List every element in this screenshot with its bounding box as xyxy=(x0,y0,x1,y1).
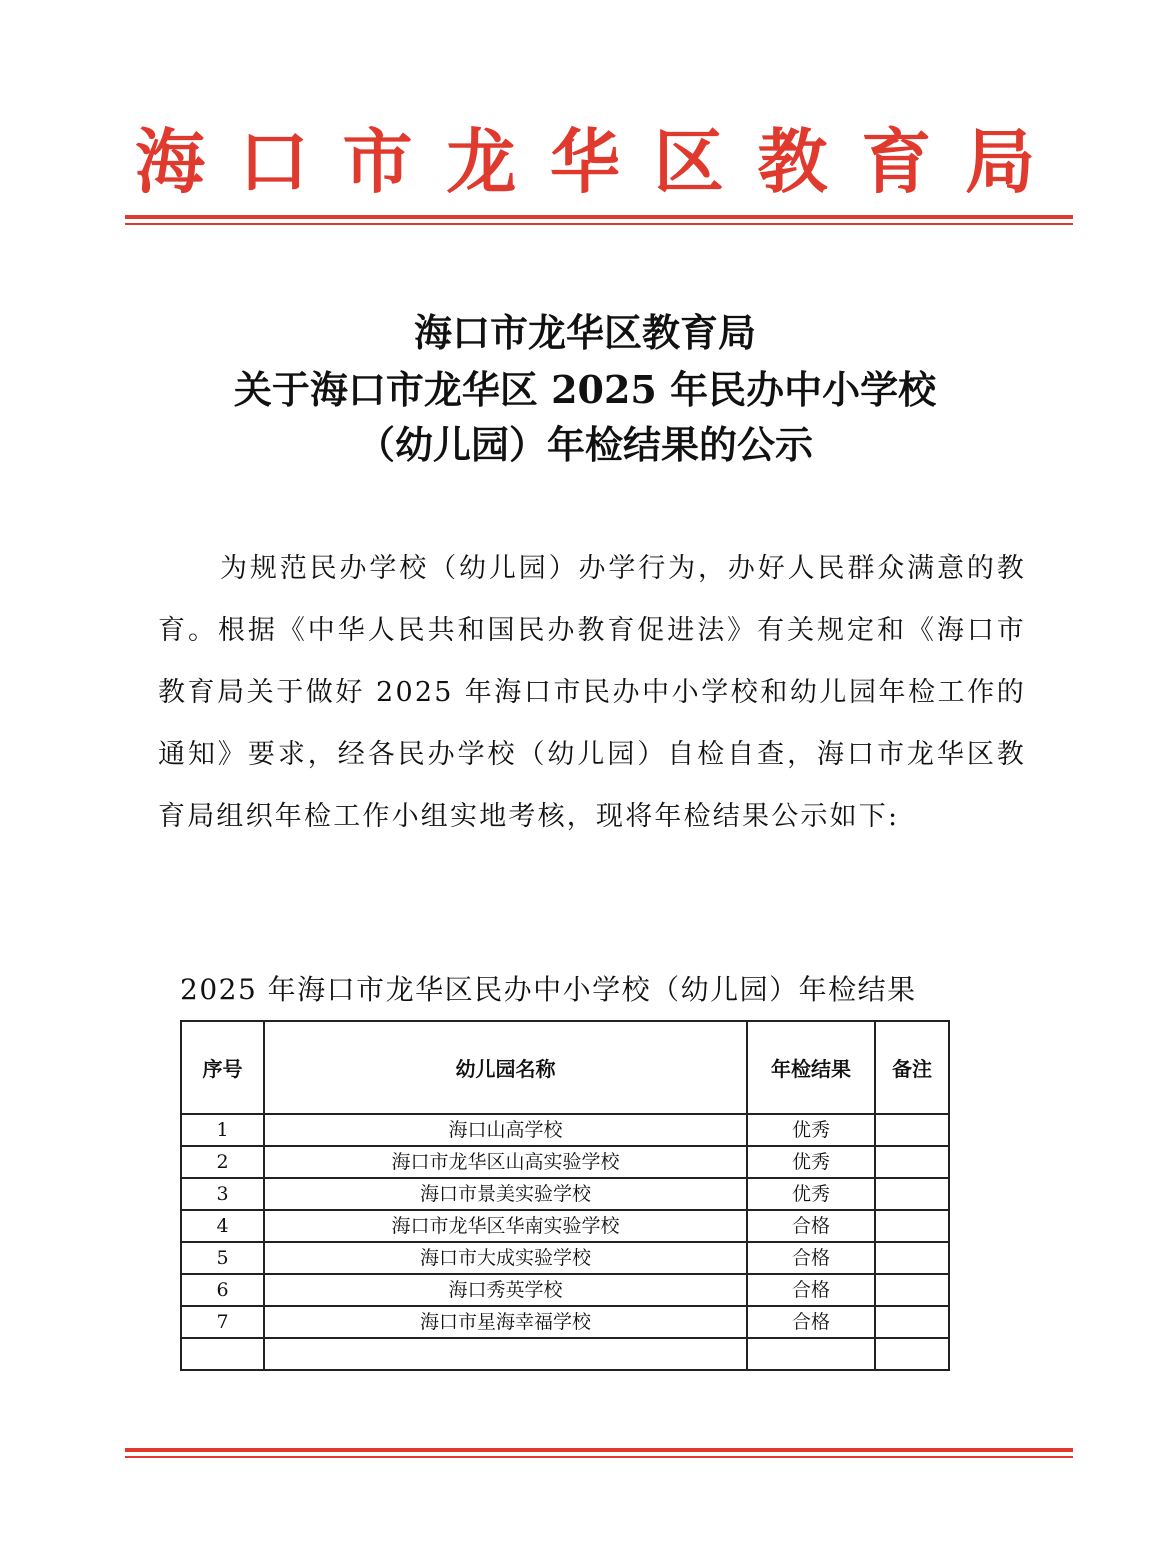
letterhead-char: 市 xyxy=(342,121,413,203)
cell-remark xyxy=(875,1114,949,1146)
document-title-line-2: 关于海口市龙华区 2025 年民办中小学校 xyxy=(233,367,937,412)
table-row xyxy=(181,1178,949,1210)
table-row-empty xyxy=(181,1338,949,1370)
cell-remark xyxy=(875,1306,949,1338)
cell-remark xyxy=(875,1210,949,1242)
cell-result: 合格 xyxy=(747,1274,875,1306)
table-row xyxy=(181,1274,949,1306)
cell-remark xyxy=(875,1178,949,1210)
letterhead-char: 口 xyxy=(238,121,309,203)
table-row xyxy=(181,1210,949,1242)
letterhead-char: 局 xyxy=(965,121,1035,203)
cell-name: 海口市星海幸福学校 xyxy=(264,1306,747,1338)
cell-index: 5 xyxy=(181,1242,264,1274)
document-title-line-3: （幼儿园）年检结果的公示 xyxy=(356,422,813,467)
cell-result: 优秀 xyxy=(747,1114,875,1146)
letterhead-char: 海 xyxy=(135,121,205,203)
header-result: 年检结果 xyxy=(747,1021,875,1114)
cell-name xyxy=(264,1338,747,1370)
cell-result: 合格 xyxy=(747,1242,875,1274)
cell-index: 2 xyxy=(181,1146,264,1178)
cell-name: 海口市大成实验学校 xyxy=(264,1242,747,1274)
cell-remark xyxy=(875,1242,949,1274)
letterhead-char: 育 xyxy=(861,121,932,203)
header-name: 幼儿园名称 xyxy=(264,1021,747,1114)
letterhead-title xyxy=(125,122,1045,202)
cell-index: 7 xyxy=(181,1306,264,1338)
footer-rule-thick xyxy=(125,1448,1073,1452)
cell-result: 优秀 xyxy=(747,1178,875,1210)
header-remark: 备注 xyxy=(875,1021,949,1114)
cell-index: 1 xyxy=(181,1114,264,1146)
cell-name: 海口秀英学校 xyxy=(264,1274,747,1306)
table-caption: 2025 年海口市龙华区民办中小学校（幼儿园）年检结果 xyxy=(180,973,917,1006)
cell-index xyxy=(181,1338,264,1370)
table-row xyxy=(181,1242,949,1274)
cell-result: 合格 xyxy=(747,1306,875,1338)
table-row xyxy=(181,1306,949,1338)
letterhead-char: 教 xyxy=(757,121,828,203)
notice-body: 为规范民办学校（幼儿园）办学行为，办好人民群众满意的教育。根据《中华人民共和国民办教育促进法》有关规定和《海口市教育局关于做好 2025 年海口市民办中小学校和幼儿园年检工作的通知》要求，经各民办学校（幼儿园）自检自查，海口市龙华区教育局组织年检工作小组实地考核，现将年检结果公示如下: xyxy=(158,553,1026,832)
letterhead-char: 华 xyxy=(550,121,620,203)
footer-rule-thin xyxy=(125,1456,1073,1458)
cell-index: 4 xyxy=(181,1210,264,1242)
header-rule-thin xyxy=(125,223,1073,225)
results-table xyxy=(180,1020,950,1371)
cell-result: 合格 xyxy=(747,1210,875,1242)
table-header-row xyxy=(181,1021,949,1114)
cell-result: 优秀 xyxy=(747,1146,875,1178)
cell-remark xyxy=(875,1146,949,1178)
cell-remark xyxy=(875,1338,949,1370)
header-index: 序号 xyxy=(181,1021,264,1114)
document-title-line-1: 海口市龙华区教育局 xyxy=(413,310,756,355)
cell-index: 3 xyxy=(181,1178,264,1210)
cell-name: 海口市龙华区山高实验学校 xyxy=(264,1146,747,1178)
table-row xyxy=(181,1146,949,1178)
letterhead-char: 区 xyxy=(653,121,724,203)
cell-name: 海口市龙华区华南实验学校 xyxy=(264,1210,747,1242)
cell-index: 6 xyxy=(181,1274,264,1306)
header-rule-thick xyxy=(125,215,1073,219)
cell-remark xyxy=(875,1274,949,1306)
cell-result xyxy=(747,1338,875,1370)
table-row xyxy=(181,1114,949,1146)
cell-name: 海口山高学校 xyxy=(264,1114,747,1146)
cell-name: 海口市景美实验学校 xyxy=(264,1178,747,1210)
letterhead-char: 龙 xyxy=(446,121,517,203)
